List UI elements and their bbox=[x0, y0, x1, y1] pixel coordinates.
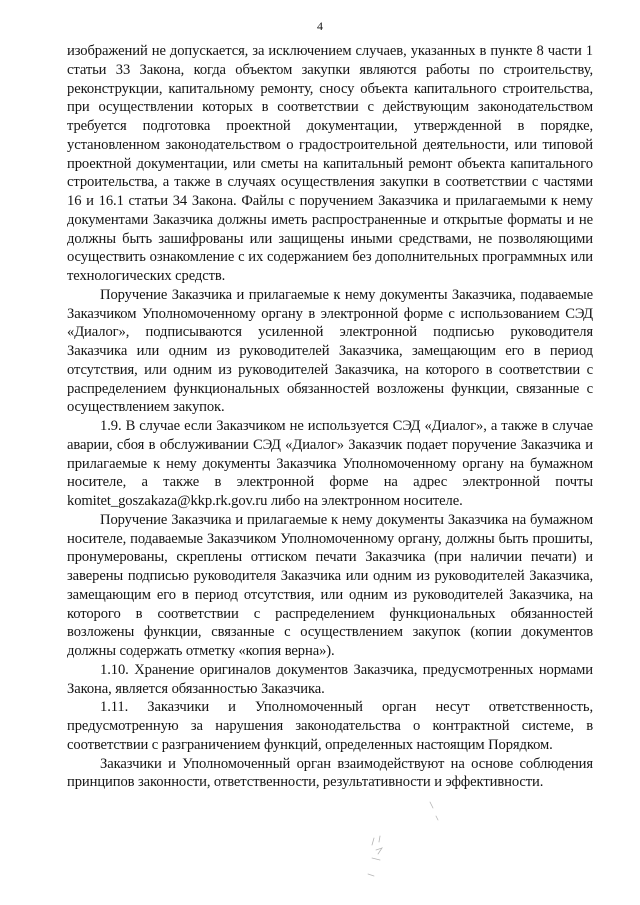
paragraph-continuation: изображений не допускается, за исключением случаев, указанных в пункте 8 части 1 статьи 33 Закона, когда объектом закупки являются работы по строительству, реконструкции, капитальному ремонту, сносу объекта капитального строительства, при осуществлении которых в соответствии с действующим законодательством требуется подготовка проектной документации, утвержденной в порядке, установленном законодательством о градостроительной деятельности, или типовой проектной документации, или сметы на капитальный ремонт объекта капитального строительства, а также в случаях осуществления закупки в соответствии с частями 16 и 16.1 статьи 34 Закона. Файлы с поручением Заказчика и прилагаемыми к нему документами Заказчика должны иметь распространенные и открытые форматы и не должны быть зашифрованы или защищены иными средствами, не позволяющими осуществить ознакомление с их содержанием без дополнительных программных или технологических средств. bbox=[67, 43, 593, 284]
paragraph-electronic-submission: Поручение Заказчика и прилагаемые к нему документы Заказчика, подаваемые Заказчиком Уполномоченному органу в электронной форме с использованием СЭД «Диалог», подписываются усиленной электронной подписью руководителя Заказчика или одним из руководителей Заказчика, замещающим его в период отсутствия, или одним из руководителей Заказчика, на которого в соответствии с распределением функциональных обязанностей возложены функции, связанные с осуществлением закупок. bbox=[67, 286, 593, 416]
document-body bbox=[67, 42, 593, 792]
paragraph-1-10: 1.10. Хранение оригиналов документов Заказчика, предусмотренных нормами Закона, является обязанностью Заказчика. bbox=[67, 661, 593, 697]
paragraph-1-11: 1.11. Заказчики и Уполномоченный орган несут ответственность, предусмотренную за нарушения законодательства о контрактной системе, в соответствии с разграничением функций, определенных настоящим Порядком. bbox=[67, 699, 593, 753]
paragraph-paper-submission: Поручение Заказчика и прилагаемые к нему документы Заказчика на бумажном носителе, подаваемые Заказчиком Уполномоченному органу, должны быть прошиты, пронумерованы, скреплены оттиском печати Заказчика (при наличии печати) и заверены подписью руководителя Заказчика или одним из руководителей Заказчика, замещающим его в период отсутствия, или одним из руководителей Заказчика, на которого в соответствии с распределением функциональных обязанностей возложены функции, связанные с осуществлением закупок (копии документов должны содержать отметку «копия верна»). bbox=[67, 511, 593, 659]
scan-artifact-marks bbox=[360, 798, 450, 888]
paragraph-1-9: 1.9. В случае если Заказчиком не используется СЭД «Диалог», а также в случае аварии, сбоя в обслуживании СЭД «Диалог» Заказчик подает поручение Заказчика и прилагаемые к нему документы Заказчика Уполномоченному органу на бумажном носителе, а также в электронной форме на адрес электронной почты komitet_goszakaza@kkp.rk.gov.ru либо на электронном носителе. bbox=[67, 418, 593, 509]
paragraph-interaction: Заказчики и Уполномоченный орган взаимодействуют на основе соблюдения принципов законности, ответственности, результативности и эффективности. bbox=[67, 755, 593, 791]
page-number: 4 bbox=[317, 19, 323, 33]
